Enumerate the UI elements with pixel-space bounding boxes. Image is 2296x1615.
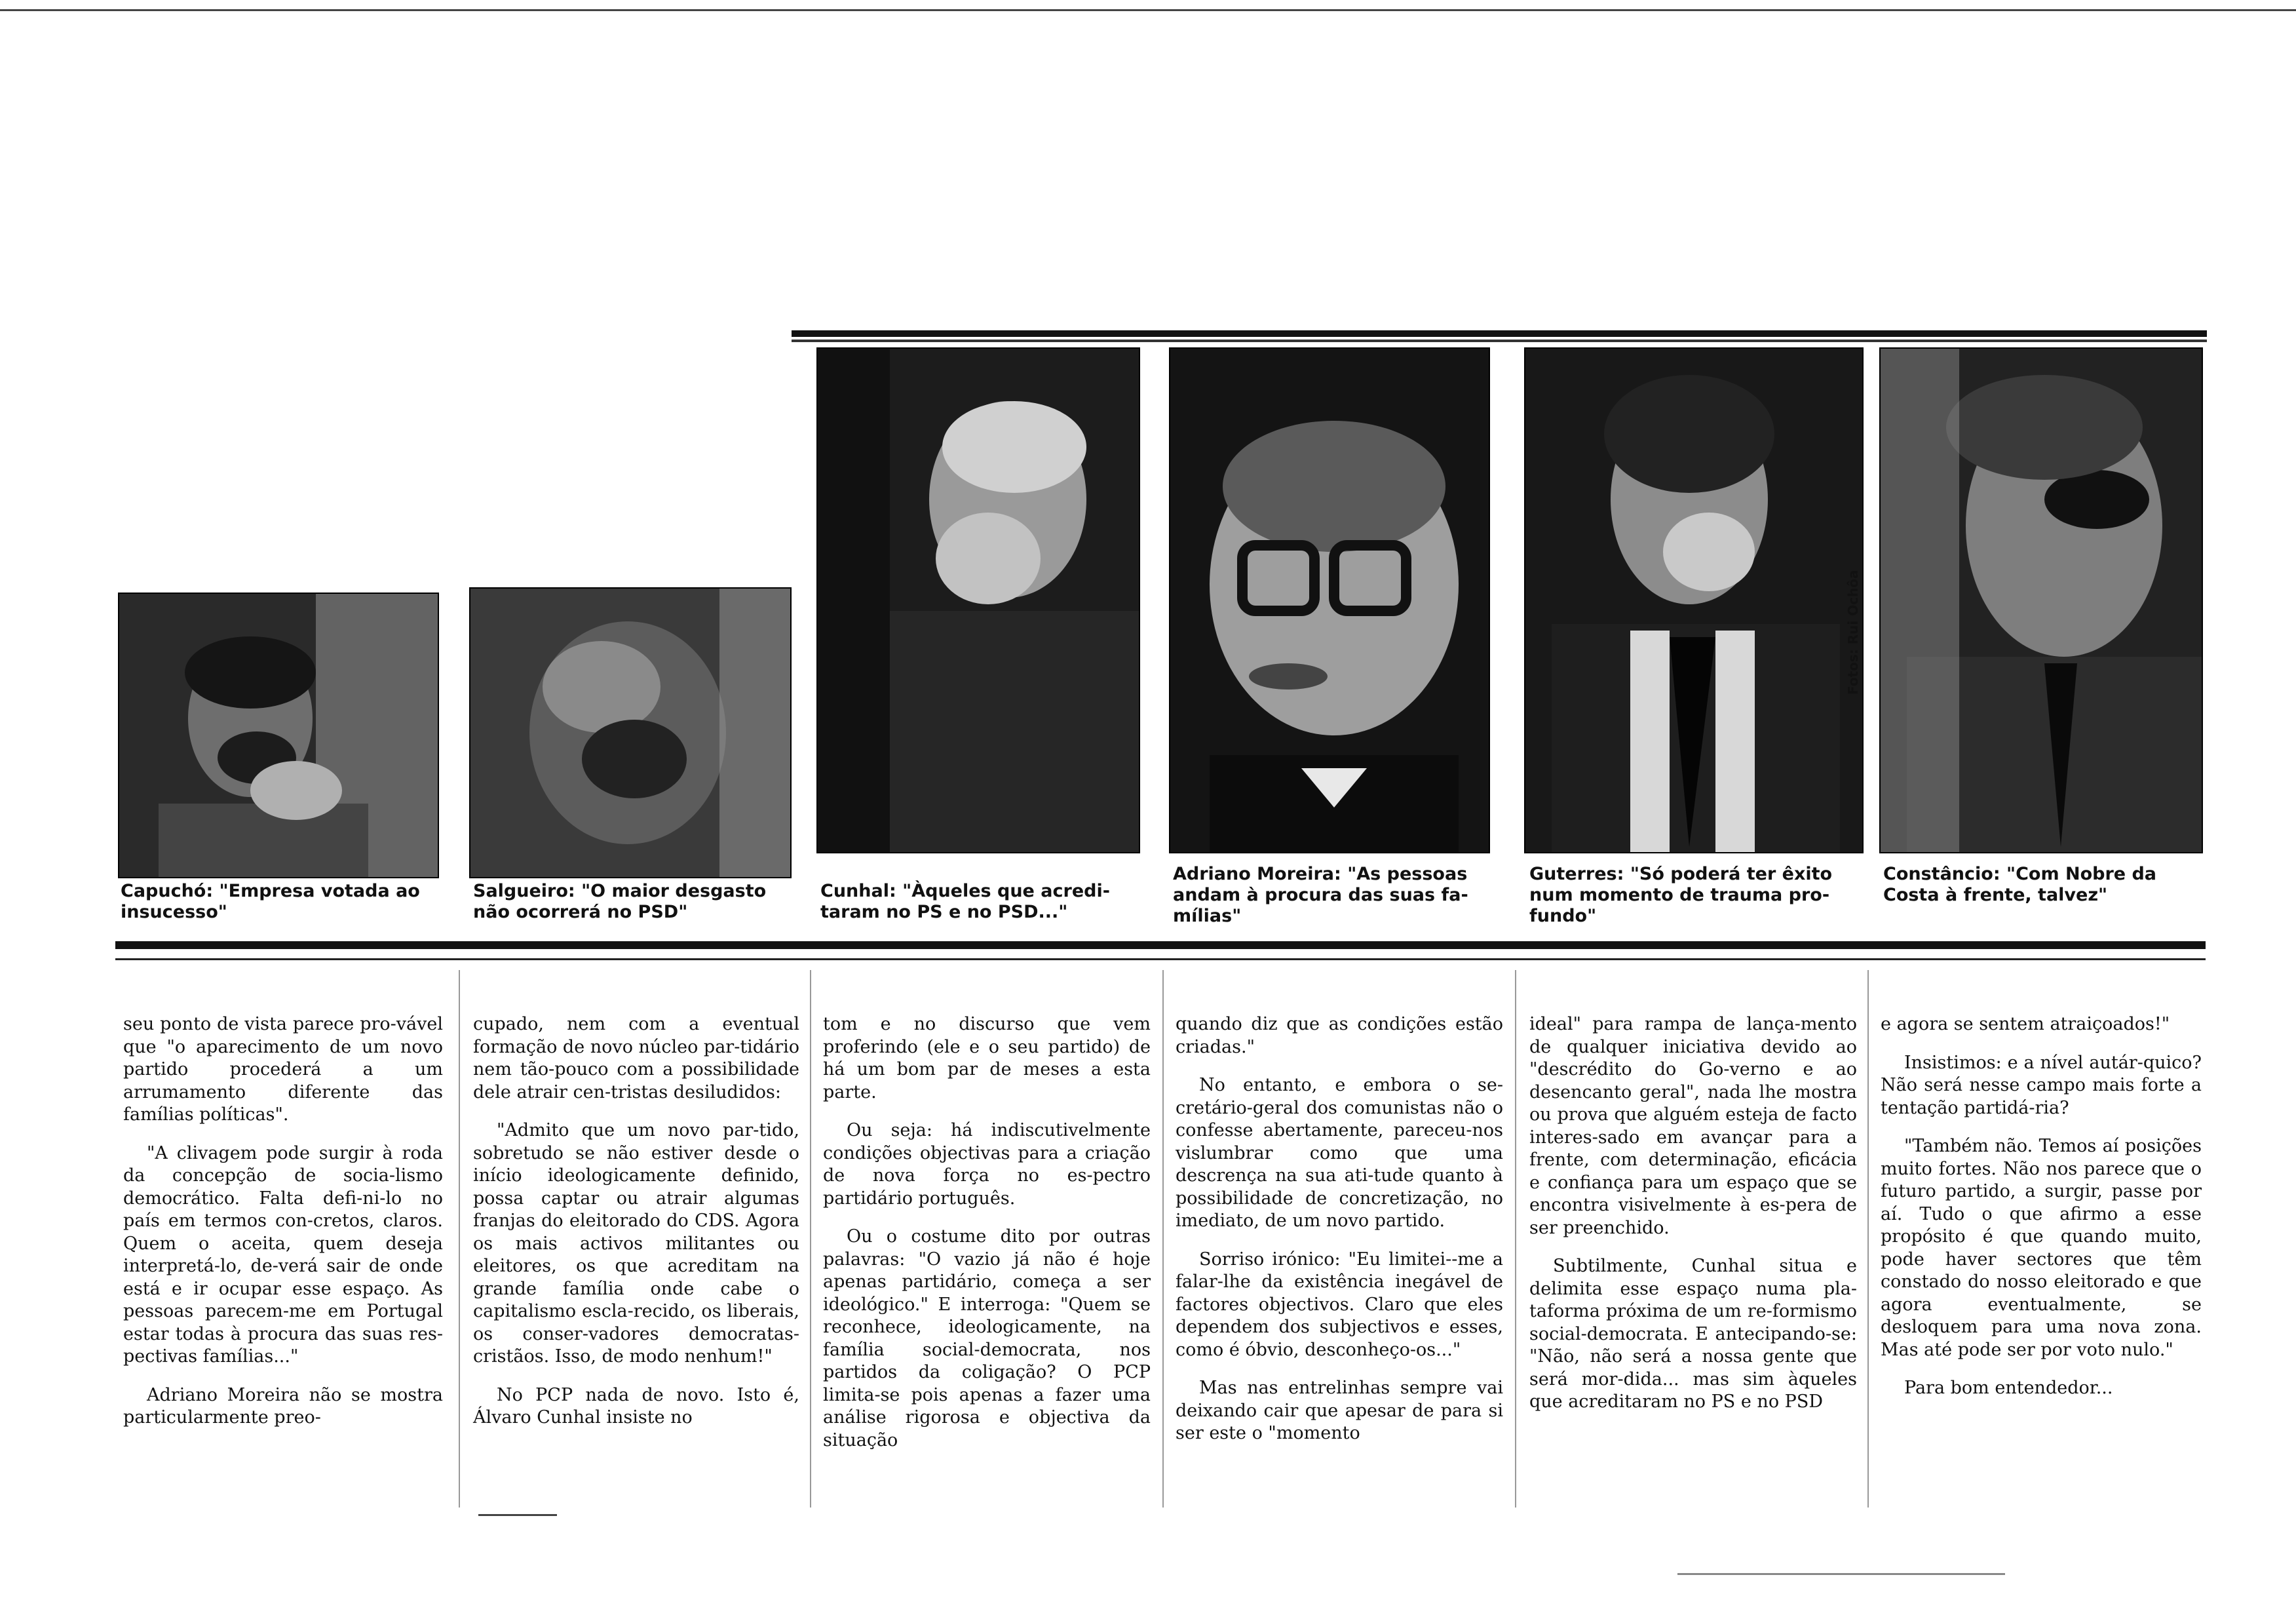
article-column-3 (823, 1013, 1151, 1468)
column-1-paragraph: Adriano Moreira não se mostra particularmente preo- (123, 1384, 443, 1428)
caption-cunhal: Cunhal: "Àqueles que acredi- taram no PS e no PSD..." (820, 881, 1110, 922)
column-2-paragraph: "Admito que um novo par-tido, sobretudo se não estiver desde o início ideologicamente definido, possa captar ou atrair algumas franjas do eleitorado do CDS. Agora os mais activos militantes ou eleitores, os que acreditam na grande família onde cabe o capitalismo escla-recido, os liberais, os conser-vadores democratas-cristãos. Isso, de modo nenhum!" (473, 1120, 799, 1367)
column-4-paragraph: Sorriso irónico: "Eu limitei--me a falar-lhe da existência inegável de factores objectivos. Claro que eles dependem dos subjectivos e esses, como é óbvio, desconheço-os..." (1176, 1249, 1503, 1360)
section-rule-thin (115, 958, 2206, 960)
photo-strip-top-rule-thin (792, 340, 2207, 342)
column-separator (1515, 970, 1516, 1508)
column-1-paragraph: "A clivagem pode surgir à roda da concepção de socia-lismo democrático. Falta defi-ni-lo no país em termos con-cretos, claros. Quem o aceita, quem deseja interpretá-lo, de-verá sair de onde está e ir ocupar esse espaço. As pessoas parecem-me em Portugal estar todas à procura das suas res-pectivas famílias..." (123, 1142, 443, 1367)
column-6-paragraph: Para bom entendedor... (1904, 1378, 2113, 1398)
scan-bottom-mark (1677, 1573, 2005, 1575)
column-separator (810, 970, 811, 1508)
caption-salgueiro: Salgueiro: "O maior desgasto não ocorrerá no PSD" (473, 881, 767, 922)
article-column-5 (1529, 1013, 1857, 1430)
portrait-constancio-image (1881, 349, 2202, 852)
portrait-guterres-image (1525, 349, 1862, 852)
article-column-4 (1176, 1013, 1503, 1461)
column-3-paragraph: tom e no discurso que vem proferindo (ele e o seu partido) de há um bom par de meses a esta parte. (823, 1014, 1151, 1102)
column-4-paragraph: No entanto, e embora o se-cretário-geral dos comunistas não o confesse abertamente, pareceu-nos vislumbrar como que uma descrença na sua ati-tude quanto à possibilidade de concretização, no imediato, de um novo partido. (1176, 1075, 1503, 1231)
column-3-paragraph: Ou seja: há indiscutivelmente condições objectivas para a criação de nova força no es-pectro partidário português. (823, 1120, 1151, 1209)
scan-top-edge (0, 9, 2296, 11)
photo-cunhal (816, 347, 1140, 853)
decorative-underline (478, 1514, 557, 1516)
caption-moreira: Adriano Moreira: "As pessoas andam à procura das suas fa- mílias" (1173, 864, 1468, 926)
article-column-1 (123, 1013, 443, 1445)
section-rule-thick (115, 941, 2206, 949)
photo-guterres (1524, 347, 1864, 853)
column-6-paragraph: Insistimos: e a nível autár-quico? Não será nesse campo mais forte a tentação partidá-ria? (1881, 1052, 2202, 1118)
column-separator (1162, 970, 1164, 1508)
caption-guterres: Guterres: "Só poderá ter êxito num momento de trauma pro- fundo" (1529, 864, 1833, 926)
caption-constancio: Constâncio: "Com Nobre da Costa à frente, talvez" (1883, 864, 2157, 905)
photo-credit: Fotos: Rui Ochôa (1845, 570, 1861, 695)
photo-capucho (118, 593, 439, 878)
column-separator (1867, 970, 1869, 1508)
column-5-paragraph: ideal" para rampa de lança-mento de qualquer iniciativa devido ao "descrédito do Go-verno e ao desencanto geral", nada lhe mostra ou prova que alguém esteja de facto interes-sado em avançar para a frente, com determinação, eficácia e confiança para um espaço que se encontra visivelmente à es-pera de ser preenchido. (1529, 1014, 1857, 1238)
column-3-paragraph: Ou o costume dito por outras palavras: "O vazio já não é hoje apenas partidário, começa a ser ideológico." E interroga: "Quem se reconhece, ideologicamente, na família social-democrata, nos partidos da coligação? O PCP limita-se pois apenas a fazer uma análise rigorosa e objectiva da situação (823, 1226, 1151, 1450)
photo-moreira (1169, 347, 1490, 853)
photo-salgueiro (469, 587, 792, 878)
column-5-paragraph: Subtilmente, Cunhal situa e delimita esse espaço numa pla-taforma próxima de um re-formismo social-democrata. E antecipando-se: "Não, não será a nossa gente que será mor-dida... mas sim àqueles que acreditaram no PS e no PSD (1529, 1256, 1857, 1412)
portrait-capucho-image (119, 594, 438, 877)
column-2-paragraph: cupado, nem com a eventual formação de novo núcleo par-tidário nem tão-pouco com a possibilidade dele atrair cen-tristas desiludidos: (473, 1014, 799, 1102)
column-4-paragraph: Mas nas entrelinhas sempre vai deixando cair que apesar de para si ser este o "momento (1176, 1378, 1503, 1443)
photo-strip-top-rule (792, 330, 2207, 337)
column-separator (459, 970, 460, 1508)
column-1-paragraph: seu ponto de vista parece pro-vável que "o aparecimento de um novo partido procederá a um arrumamento diferente das famílias políticas". (123, 1014, 443, 1125)
photo-constancio (1879, 347, 2203, 853)
column-6-paragraph: e agora se sentem atraiçoados!" (1881, 1014, 2170, 1034)
portrait-cunhal-image (818, 349, 1139, 852)
column-6-paragraph: "Também não. Temos aí posições muito fortes. Não nos parece que o futuro partido, a surgir, passe por aí. Tudo o que afirmo a esse propósito é que quando muito, pode haver sectores que têm constado do nosso eleitorado e que agora eventualmente, se desloquem para uma nova zona. Mas até pode ser por voto nulo." (1881, 1136, 2202, 1360)
article-column-2 (473, 1013, 799, 1445)
column-4-paragraph: quando diz que as condições estão criadas." (1176, 1014, 1503, 1057)
portrait-salgueiro-image (470, 589, 790, 877)
portrait-moreira-image (1170, 349, 1489, 852)
column-2-paragraph: No PCP nada de novo. Isto é, Álvaro Cunhal insiste no (473, 1384, 799, 1428)
article-column-6 (1881, 1013, 2202, 1416)
caption-capucho: Capuchó: "Empresa votada ao insucesso" (121, 881, 420, 922)
